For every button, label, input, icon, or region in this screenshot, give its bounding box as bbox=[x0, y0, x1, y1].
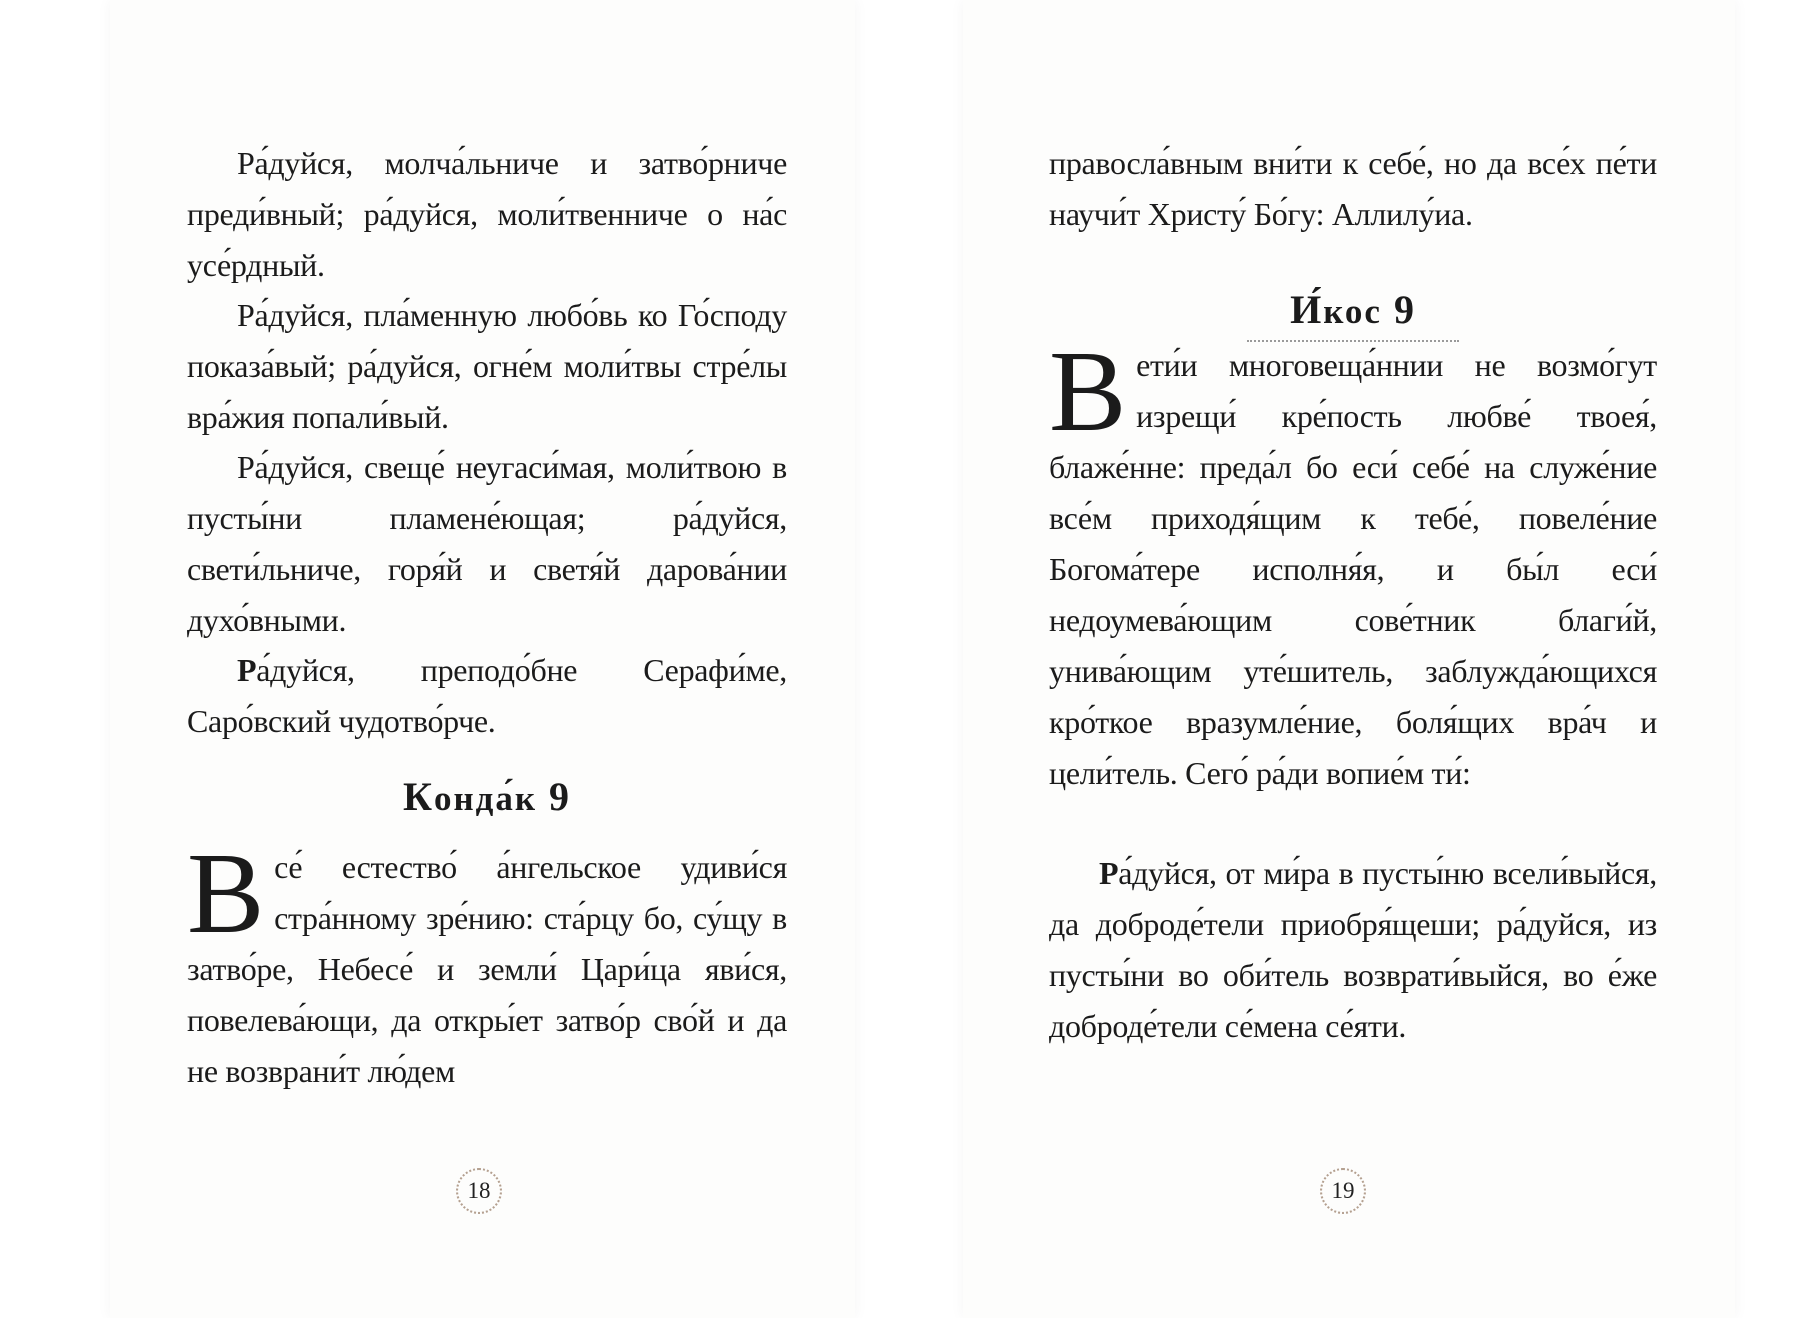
kondak-heading bbox=[187, 774, 787, 819]
right-page bbox=[963, 0, 1735, 1318]
kondak-body: се́ естество́ а́нгельское удиви́ся стра́нному зре́нию: ста́рцу бо, су́щу в затво́ре, Небесе́ и земли́ Цари́ца яви́ся, повелева́ющи, да откры́ет затво́р сво́й и да не возврани́т лю́дем bbox=[187, 849, 787, 1089]
kondak-heading-word: онда́к bbox=[433, 779, 538, 818]
stanza-4-initial: Р bbox=[237, 652, 257, 688]
ikos-heading-initial: И́ bbox=[1290, 287, 1324, 332]
ikos-heading-number: 9 bbox=[1393, 287, 1416, 332]
ikos-body: ети́и многовеща́ннии не возмо́гут изрещи́ кре́пость любве́ твоея́, блаже́нне: преда́л бо еси́ себе́ на служе́ние все́м приходя́щим к тебе́, повеле́ние Богома́тере исполня́я, и бы́л еси́ недоумева́ющим сове́тник благи́й, унива́ющим уте́шитель, заблужда́ющихся кро́ткое вразумле́ние, боля́щих вра́ч и цели́тель. Сего́ ра́ди вопие́м ти́: bbox=[1049, 347, 1657, 791]
stanza-4-text: а́дуйся, преподо́бне Серафи́ме, Саро́вский чудотво́рче. bbox=[187, 652, 787, 739]
stanza-2: Ра́дуйся, пла́менную любо́вь ко Го́споду показа́вый; ра́дуйся, огне́м моли́твы стре́лы вра́жия попали́вый. bbox=[187, 297, 787, 435]
ikos-text bbox=[1049, 328, 1657, 799]
ikos-dropcap: В bbox=[1049, 328, 1127, 456]
kondak-text bbox=[187, 830, 787, 1097]
ikos-stanza-text: а́дуйся, от ми́ра в пусты́ню всели́выйся, да доброде́тели приобря́щеши; ра́дуйся, из пусты́ни во оби́тель возврати́выйся, во е́же доброде́тели се́мена се́яти. bbox=[1049, 855, 1657, 1044]
ikos-stanza bbox=[1049, 848, 1657, 1052]
ikos-heading bbox=[1049, 287, 1657, 332]
ikos-stanza-initial: Р bbox=[1099, 855, 1119, 891]
kondak-dropcap: В bbox=[187, 830, 265, 958]
kondak-heading-initial: К bbox=[402, 774, 434, 819]
ikos-heading-word: кос bbox=[1323, 292, 1382, 331]
left-page bbox=[110, 0, 855, 1318]
page-number: 19 bbox=[1320, 1168, 1366, 1214]
stanza-1: Ра́дуйся, молча́льниче и затво́рниче преди́вный; ра́дуйся, моли́твенниче о на́с усе́рдный. bbox=[187, 145, 787, 283]
kondak-continuation: правосла́вным вни́ти к себе́, но да все́х пе́ти научи́т Христу́ Бо́гу: Аллилу́иа. bbox=[1049, 145, 1657, 232]
page-number: 18 bbox=[456, 1168, 502, 1214]
kondak-heading-number: 9 bbox=[549, 774, 572, 819]
stanza-4 bbox=[187, 645, 787, 747]
stanza-3: Ра́дуйся, свеще́ неугаси́мая, моли́твою в пусты́ни пламене́ющая; ра́дуйся, свети́льниче, горя́й и светя́й дарова́нии духо́вными. bbox=[187, 449, 787, 638]
